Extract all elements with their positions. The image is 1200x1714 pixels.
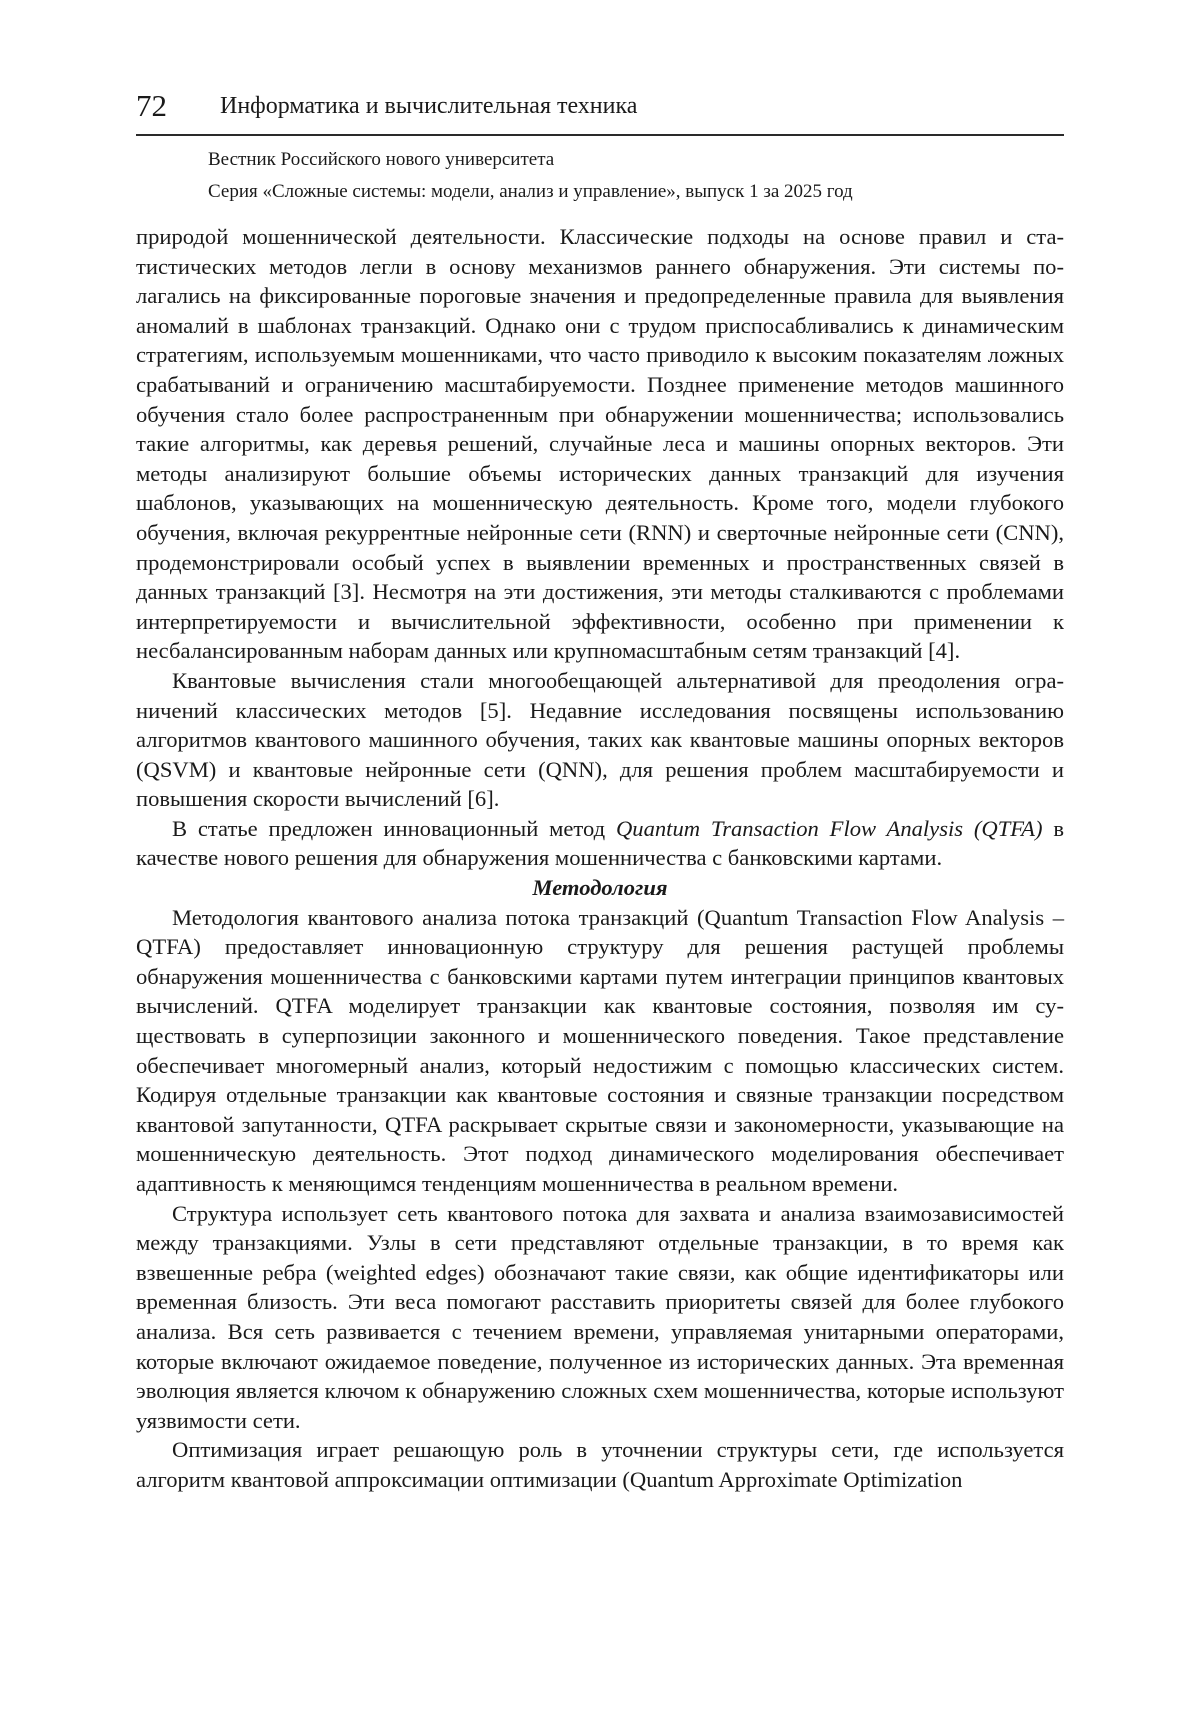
journal-name: Вестник Российского нового университета bbox=[208, 149, 555, 170]
paragraph bbox=[136, 814, 1064, 873]
journal-info bbox=[208, 144, 853, 208]
paragraph-text: в качестве нового решения для обнаружения мошенничества с банковскими картами. bbox=[136, 815, 1064, 871]
page-number: 72 bbox=[136, 88, 167, 123]
paragraph-text: В статье предложен инновационный метод bbox=[172, 815, 616, 841]
article-body bbox=[136, 222, 1064, 1495]
journal-series: Серия «Сложные системы: модели, анализ и управление», выпуск 1 за 2025 год bbox=[208, 181, 853, 202]
paragraph: Квантовые вычисления стали многообещающей альтернативой для преодоления ограничений классических методов [5]. Недавние исследования посвящены использованию алгоритмов квантового машинного обучения, таких как квантовые машины опорных векторов (QSVM) и квантовые нейронные сети (QNN), для решения проблем масштабируемости и повышения скорости вычислений [6]. bbox=[136, 667, 1064, 812]
section-title: Информатика и вычислительная техника bbox=[220, 93, 638, 119]
paragraph: Методология квантового анализа потока транзакций (Quantum Transaction Flow Analysis – QTFA) предоставляет инновационную структуру для решения растущей проблемы обнаружения мошенничества с банковскими картами путем интеграции принципов квантовых вычислений. QTFA моделирует транзакции как квантовые состояния, позволяя им существовать в суперпозиции законного и мошеннического поведения. Такое представление обеспечивает многомерный анализ, который недостижим с помощью классических систем. Кодируя отдельные транзакции как квантовые состояния и связные транзакции посредством квантовой запутанности, QTFA раскрывает скрытые связи и закономерности, указывающие на мошенническую деятельность. Этот подход динамического моделирования обеспечивает адаптивность к меняющимся тенденциям мошенничества в реальном времени. bbox=[136, 904, 1064, 1196]
paragraph: Структура использует сеть квантового потока для захвата и анализа взаимозависимостей между транзакциями. Узлы в сети представляют отдельные транзакции, в то время как взвешенные ребра (weighted edges) обозначают такие связи, как общие идентификаторы или временная близость. Эти веса помогают расставить приоритеты связей для более глубокого анализа. Вся сеть развивается с течением времени, управляемая унитарными операторами, которые включают ожидаемое поведение, полученное из исторических данных. Эта временная эволюция является ключом к обнаружению сложных схем мошенничества, которые используют уязвимости сети. bbox=[136, 1200, 1064, 1433]
paragraph: природой мошеннической деятельности. Классические подходы на основе правил и статистических методов легли в основу механизмов раннего обнаружения. Эти системы полагались на фиксированные пороговые значения и предопределенные правила для выявления аномалий в шаблонах транзакций. Однако они с трудом приспосабливались к динамическим стратегиям, используемым мошенниками, что часто приводило к высоким показателям ложных срабатываний и ограничению масштабируемости. Позднее применение методов машинного обучения стало более распространенным при обнаружении мошенничества; использовались такие алгоритмы, как деревья решений, случайные леса и машины опорных векторов. Эти методы анализируют большие объемы исторических данных транзакций для изучения шаблонов, указывающих на мошенническую деятельность. Кроме того, модели глубокого обучения, включая рекуррентные нейронные сети (RNN) и сверточные нейронные сети (CNN), продемонстрировали особый успех в выявлении временных и пространственных связей в данных транзакций [3]. Несмотря на эти достижения, эти методы сталкиваются с проблемами интерпретируемости и вычислительной эффективности, особенно при применении к несбалансированным наборам данных или крупномасштабным сетям транзакций [4]. bbox=[136, 224, 1064, 664]
paragraph: Оптимизация играет решающую роль в уточнении структуры сети, где используется алгоритм квантовой аппроксимации оптимизации (Quantum Approximate Optimization bbox=[136, 1437, 1064, 1492]
section-heading: Методология bbox=[532, 875, 668, 901]
method-name: Quantum Transaction Flow Analysis (QTFA) bbox=[615, 815, 1043, 841]
running-header bbox=[136, 86, 1064, 136]
